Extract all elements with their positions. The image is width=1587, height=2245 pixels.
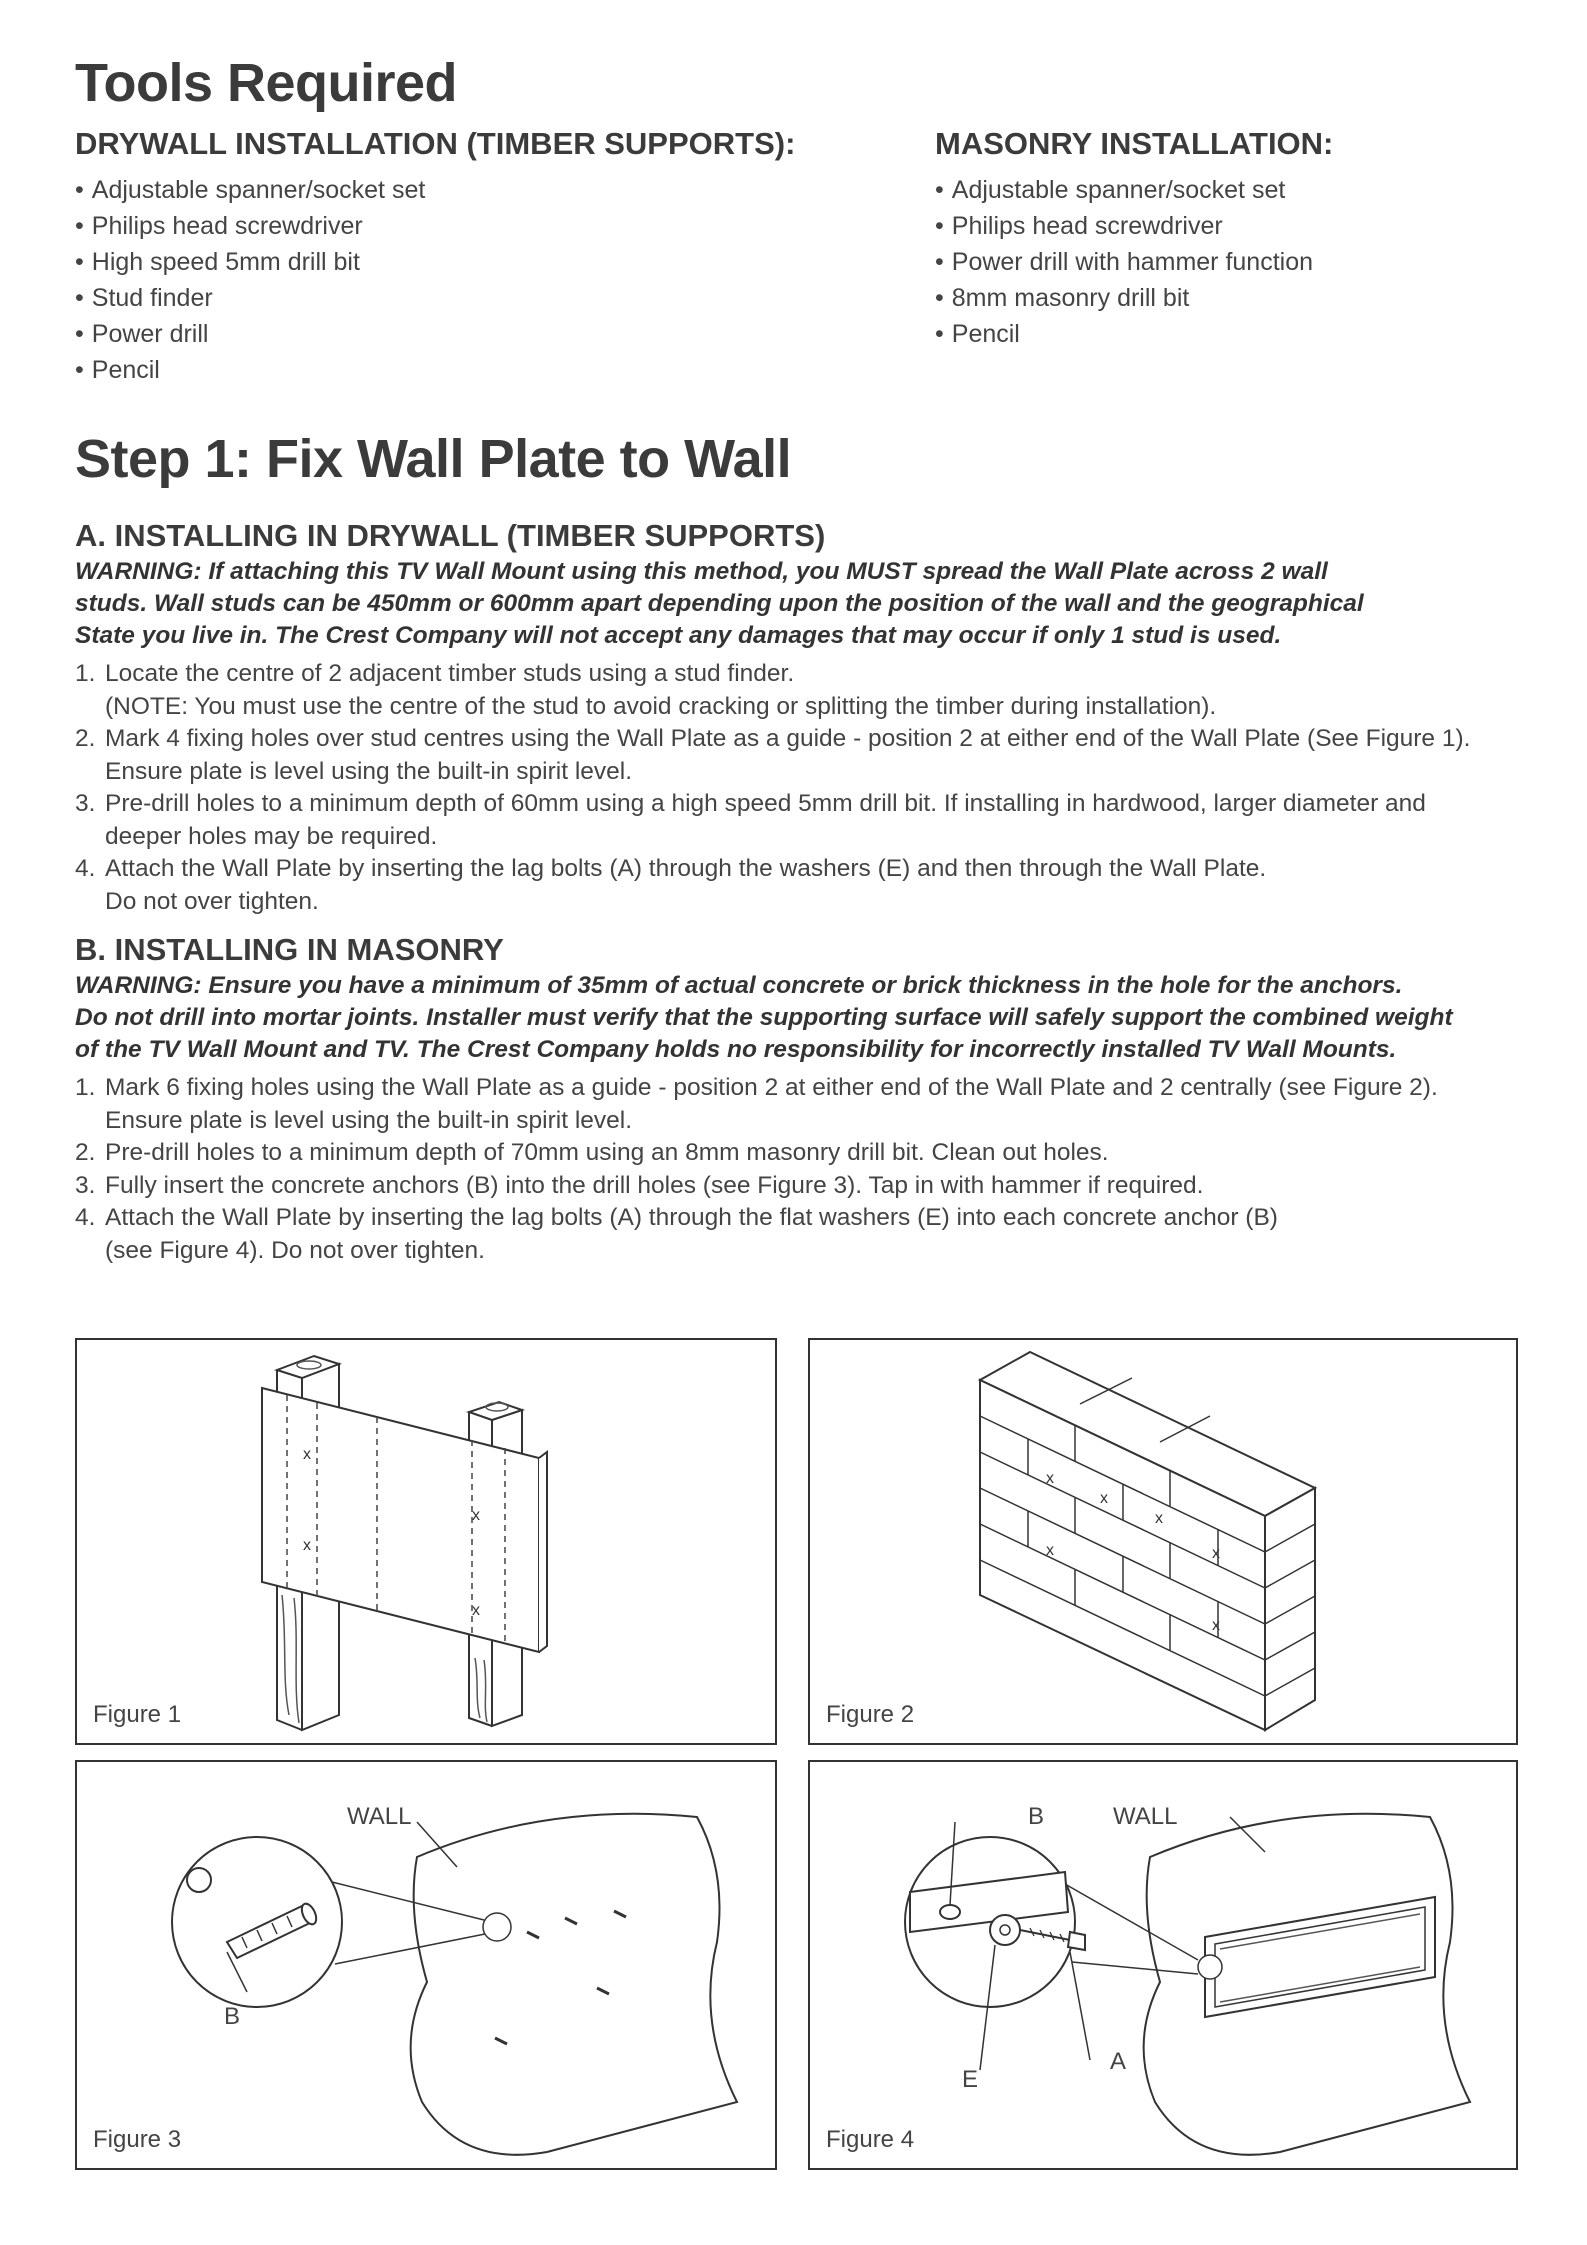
fix-mark: x bbox=[1046, 1542, 1054, 1559]
drywall-tools-heading: DRYWALL INSTALLATION (TIMBER SUPPORTS): bbox=[75, 126, 796, 161]
step-number: 2. bbox=[75, 725, 96, 752]
list-item bbox=[75, 723, 1515, 788]
step-line: (see Figure 4). Do not over tighten. bbox=[105, 1236, 485, 1264]
list-item: • Stud finder bbox=[75, 280, 915, 316]
figure-4 bbox=[808, 1760, 1518, 2170]
list-item: • Pencil bbox=[75, 352, 915, 388]
fix-mark: x bbox=[1100, 1490, 1108, 1507]
fix-mark: x bbox=[472, 1602, 480, 1619]
warning-line: of the TV Wall Mount and TV. The Crest Company holds no responsibility for incorrectly installed TV Wall Mounts. bbox=[75, 1036, 1397, 1063]
figure-4-illustration bbox=[810, 1762, 1518, 2170]
fix-mark: x bbox=[1212, 1617, 1220, 1634]
step-number: 1. bbox=[75, 1074, 96, 1101]
warning-line: Do not drill into mortar joints. Installer must verify that the supporting surface will safely support the combined weight bbox=[75, 1004, 1453, 1031]
fix-mark: x bbox=[1046, 1470, 1054, 1487]
step-number: 3. bbox=[75, 1171, 96, 1199]
step-number: 2. bbox=[75, 1139, 96, 1166]
washer-label: E bbox=[962, 2066, 979, 2093]
list-item bbox=[75, 658, 1515, 723]
warning-line: WARNING: If attaching this TV Wall Mount using this method, you MUST spread the Wall Plate across 2 wall bbox=[75, 558, 1328, 585]
section-b-warning bbox=[75, 970, 1515, 1066]
list-item bbox=[75, 1072, 1515, 1137]
fix-mark: x bbox=[472, 1507, 480, 1524]
section-a-steps bbox=[75, 658, 1515, 918]
section-a-heading: A. INSTALLING IN DRYWALL (TIMBER SUPPORTS) bbox=[75, 518, 826, 553]
warning-line: State you live in. The Crest Company will not accept any damages that may occur if only 1 stud is used. bbox=[75, 622, 1282, 649]
figure-1 bbox=[75, 1338, 777, 1745]
wall-slab bbox=[411, 1814, 737, 2155]
section-b bbox=[75, 932, 1515, 1267]
step-line: Locate the centre of 2 adjacent timber studs using a stud finder. bbox=[105, 660, 795, 687]
warning-line: studs. Wall studs can be 450mm or 600mm apart depending upon the position of the wall and the geographical bbox=[75, 590, 1364, 617]
step-line: Attach the Wall Plate by inserting the lag bolts (A) through the flat washers (E) into each concrete anchor (B) bbox=[105, 1204, 1278, 1231]
list-item: • High speed 5mm drill bit bbox=[75, 244, 915, 280]
figure-3-caption: Figure 3 bbox=[93, 2126, 182, 2153]
list-item: • Power drill bbox=[75, 316, 915, 352]
wall-label: WALL bbox=[347, 1803, 412, 1830]
brick-wall-side bbox=[1265, 1488, 1315, 1730]
fix-mark: x bbox=[1212, 1545, 1220, 1562]
step-line: Mark 6 fixing holes using the Wall Plate as a guide - position 2 at either end of the Wall Plate and 2 centrally (see Figure 2). bbox=[105, 1074, 1438, 1101]
figure-3 bbox=[75, 1760, 777, 2170]
section-b-heading: B. INSTALLING IN MASONRY bbox=[75, 932, 504, 967]
section-a bbox=[75, 518, 1515, 918]
figure-3-illustration bbox=[77, 1762, 777, 2170]
anchor-label: B bbox=[224, 2003, 241, 2030]
list-item bbox=[75, 1137, 1515, 1170]
figure-4-caption: Figure 4 bbox=[826, 2126, 915, 2153]
section-a-warning bbox=[75, 556, 1515, 652]
step-number: 3. bbox=[75, 790, 96, 817]
step-number: 4. bbox=[75, 855, 96, 882]
step-line: Mark 4 fixing holes over stud centres using the Wall Plate as a guide - position 2 at either end of the Wall Plate (See Figure 1). bbox=[105, 725, 1471, 752]
masonry-tools-column bbox=[935, 126, 1535, 352]
figure-1-caption: Figure 1 bbox=[93, 1701, 182, 1728]
list-item: • Adjustable spanner/socket set bbox=[75, 172, 915, 208]
bolt-label: A bbox=[1110, 2048, 1127, 2075]
step-line: (NOTE: You must use the centre of the stud to avoid cracking or splitting the timber during installation). bbox=[105, 692, 1217, 720]
masonry-tools-list bbox=[935, 172, 1535, 352]
list-item bbox=[75, 788, 1515, 853]
list-item: • Pencil bbox=[935, 316, 1535, 352]
figure-2 bbox=[808, 1338, 1518, 1745]
masonry-tools-heading: MASONRY INSTALLATION: bbox=[935, 126, 1334, 161]
warning-line: WARNING: Ensure you have a minimum of 35mm of actual concrete or brick thickness in the hole for the anchors. bbox=[75, 972, 1403, 999]
list-item bbox=[75, 853, 1515, 918]
list-item: • Power drill with hammer function bbox=[935, 244, 1535, 280]
step-line: deeper holes may be required. bbox=[105, 822, 438, 850]
list-item: • Philips head screwdriver bbox=[935, 208, 1535, 244]
fix-mark: x bbox=[1155, 1510, 1163, 1527]
drywall-tools-column bbox=[75, 126, 915, 388]
list-item bbox=[75, 1202, 1515, 1267]
drywall-tools-list bbox=[75, 172, 915, 388]
step-line: Ensure plate is level using the built-in spirit level. bbox=[105, 757, 633, 785]
list-item: • 8mm masonry drill bit bbox=[935, 280, 1535, 316]
anchor-label: B bbox=[1028, 1803, 1045, 1830]
list-item bbox=[75, 1170, 1515, 1203]
detail-callout-circle bbox=[483, 1913, 511, 1941]
step1-title: Step 1: Fix Wall Plate to Wall bbox=[75, 429, 792, 489]
step-line: Ensure plate is level using the built-in spirit level. bbox=[105, 1106, 633, 1134]
step-line: Fully insert the concrete anchors (B) into the drill holes (see Figure 3). Tap in with hammer if required. bbox=[105, 1171, 1204, 1199]
list-item: • Adjustable spanner/socket set bbox=[935, 172, 1535, 208]
step-line: Do not over tighten. bbox=[105, 887, 319, 915]
figure-1-illustration bbox=[77, 1340, 777, 1745]
section-b-steps bbox=[75, 1072, 1515, 1267]
fix-mark: x bbox=[303, 1446, 311, 1463]
step-line: Attach the Wall Plate by inserting the lag bolts (A) through the washers (E) and then through the Wall Plate. bbox=[105, 855, 1267, 882]
list-item: • Philips head screwdriver bbox=[75, 208, 915, 244]
fix-mark: x bbox=[303, 1537, 311, 1554]
tools-title: Tools Required bbox=[75, 53, 458, 113]
step-number: 4. bbox=[75, 1204, 96, 1231]
wall-label: WALL bbox=[1113, 1803, 1178, 1830]
step-number: 1. bbox=[75, 660, 96, 687]
step-line: Pre-drill holes to a minimum depth of 60mm using a high speed 5mm drill bit. If installing in hardwood, larger diameter and bbox=[105, 790, 1426, 817]
figure-2-caption: Figure 2 bbox=[826, 1701, 915, 1728]
step-line: Pre-drill holes to a minimum depth of 70mm using an 8mm masonry drill bit. Clean out holes. bbox=[105, 1139, 1109, 1166]
figure-2-illustration bbox=[810, 1340, 1518, 1745]
